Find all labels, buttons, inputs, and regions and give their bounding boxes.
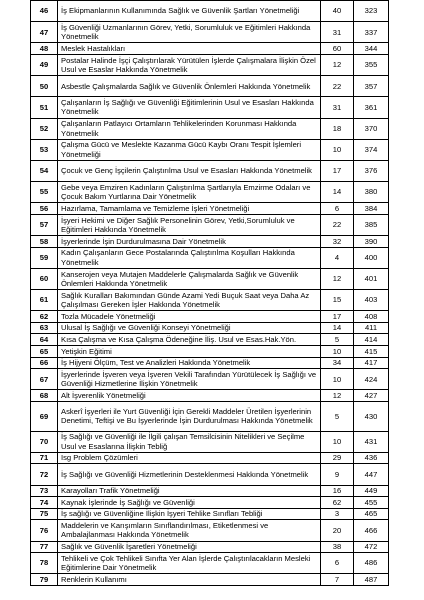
page-number: 401 — [354, 268, 389, 289]
regulation-title: İş Ekipmanlarının Kullanımında Sağlık ve Güvenlik Şartları Yönetmeliği — [58, 1, 321, 22]
regulation-title: Isg Problem Çözümleri — [58, 452, 321, 464]
table-row — [31, 54, 389, 75]
regulation-title: Çalışanların Patlayıcı Ortamların Tehlikelerinden Korunması Hakkında Yönetmelik — [58, 118, 321, 139]
page-number: 436 — [354, 452, 389, 464]
page-number: 400 — [354, 247, 389, 268]
regulation-title: Çalışanların İş Sağlığı ve Güvenliği Eğitimlerinin Usul ve Esasları Hakkında Yönetmelik — [58, 97, 321, 118]
article-count: 9 — [321, 464, 354, 485]
article-count: 5 — [321, 401, 354, 431]
article-count: 17 — [321, 311, 354, 323]
table-row — [31, 118, 389, 139]
table-row — [31, 322, 389, 334]
regulation-title: Sağlık ve Güvenlik İşaretleri Yönetmeliği — [58, 541, 321, 553]
row-number: 54 — [31, 160, 58, 181]
row-number: 52 — [31, 118, 58, 139]
page-number: 449 — [354, 485, 389, 497]
regulation-title: Karayolları Trafik Yönetmeliği — [58, 485, 321, 497]
regulation-title: Asbestle Çalışmalarda Sağlık ve Güvenlik Önlemleri Hakkında Yönetmelik — [58, 76, 321, 97]
article-count: 20 — [321, 520, 354, 541]
page-number: 455 — [354, 497, 389, 509]
row-number: 62 — [31, 311, 58, 323]
page-number: 390 — [354, 236, 389, 248]
article-count: 32 — [321, 236, 354, 248]
page-number: 384 — [354, 203, 389, 215]
regulation-title: Kanserojen veya Mutajen Maddelerle Çalışmalarda Sağlık ve Güvenlik Önlemleri Hakkında Yönetmelik — [58, 268, 321, 289]
row-number: 68 — [31, 390, 58, 402]
article-count: 15 — [321, 290, 354, 311]
row-number: 49 — [31, 54, 58, 75]
table-row — [31, 553, 389, 574]
row-number: 74 — [31, 497, 58, 509]
regulation-title: Çalışma Gücü ve Meslekte Kazanma Gücü Kaybı Oranı Tespit İşlemleri Yönetmeliği — [58, 139, 321, 160]
article-count: 6 — [321, 553, 354, 574]
row-number: 46 — [31, 1, 58, 22]
article-count: 12 — [321, 390, 354, 402]
table-row — [31, 541, 389, 553]
table-row — [31, 452, 389, 464]
table-row — [31, 214, 389, 235]
page-number: 376 — [354, 160, 389, 181]
row-number: 78 — [31, 553, 58, 574]
article-count: 6 — [321, 203, 354, 215]
article-count: 10 — [321, 139, 354, 160]
table-row — [31, 76, 389, 97]
row-number: 50 — [31, 76, 58, 97]
table-row — [31, 290, 389, 311]
table-row — [31, 431, 389, 452]
row-number: 58 — [31, 236, 58, 248]
regulation-title: Maddelerin ve Karışımların Sınıflandırılması, Etiketlenmesi ve Ambalajlanması Hakkında Yönetmelik — [58, 520, 321, 541]
page-number: 323 — [354, 1, 389, 22]
article-count: 14 — [321, 322, 354, 334]
page-number: 430 — [354, 401, 389, 431]
row-number: 53 — [31, 139, 58, 160]
row-number: 77 — [31, 541, 58, 553]
table-row — [31, 401, 389, 431]
page-number: 411 — [354, 322, 389, 334]
regulation-title: İşyerlerinde İşveren veya İşveren Vekili Tarafından Yürütülecek İş Sağlığı ve Güvenliği Hizmetlerine İlişkin Yönetmelik — [58, 369, 321, 390]
article-count: 12 — [321, 268, 354, 289]
article-count: 38 — [321, 541, 354, 553]
regulation-title: İş Sağlığı ve Güvenliği Hizmetlerinin Desteklenmesi Hakkında Yönetmelik — [58, 464, 321, 485]
page-number: 337 — [354, 22, 389, 43]
row-number: 64 — [31, 334, 58, 346]
row-number: 51 — [31, 97, 58, 118]
regulation-title: Renklerin Kullanımı — [58, 574, 321, 586]
article-count: 18 — [321, 118, 354, 139]
table-row — [31, 43, 389, 55]
article-count: 22 — [321, 76, 354, 97]
article-count: 29 — [321, 452, 354, 464]
article-count: 14 — [321, 182, 354, 203]
table-row — [31, 497, 389, 509]
row-number: 67 — [31, 369, 58, 390]
page-number: 487 — [354, 574, 389, 586]
row-number: 76 — [31, 520, 58, 541]
page-number: 415 — [354, 346, 389, 358]
page-number: 357 — [354, 76, 389, 97]
regulation-title: İşyeri Hekimi ve Diğer Sağlık Personelinin Görev, Yetki,Sorumluluk ve Eğitimleri Hakkında Yönetmelik — [58, 214, 321, 235]
row-number: 69 — [31, 401, 58, 431]
regulation-title: Ulusal İş Sağlığı ve Güvenliği Konseyi Yönetmeliği — [58, 322, 321, 334]
regulation-title: Alt İşverenlik Yönetmeliği — [58, 390, 321, 402]
table-row — [31, 1, 389, 22]
table-row — [31, 22, 389, 43]
regulation-title: Çocuk ve Genç İşçilerin Çalıştırılma Usul ve Esasları Hakkında Yönetmelik — [58, 160, 321, 181]
row-number: 65 — [31, 346, 58, 358]
page-number: 465 — [354, 508, 389, 520]
article-count: 10 — [321, 431, 354, 452]
table-row — [31, 485, 389, 497]
article-count: 16 — [321, 485, 354, 497]
article-count: 17 — [321, 160, 354, 181]
article-count: 60 — [321, 43, 354, 55]
page-number: 417 — [354, 357, 389, 369]
row-number: 79 — [31, 574, 58, 586]
table-body — [31, 1, 389, 586]
row-number: 61 — [31, 290, 58, 311]
table-row — [31, 247, 389, 268]
row-number: 48 — [31, 43, 58, 55]
table-row — [31, 346, 389, 358]
table-row — [31, 508, 389, 520]
table-row — [31, 357, 389, 369]
table-row — [31, 182, 389, 203]
row-number: 66 — [31, 357, 58, 369]
article-count: 40 — [321, 1, 354, 22]
regulation-title: Askerî İşyerleri ile Yurt Güvenliği İçin Gerekli Maddeler Üretilen İşyerlerinin Denetimi, Teftişi ve Bu İşyerlerinde İşin Durdurulması Hakkında Yönetmelik — [58, 401, 321, 431]
page-number: 486 — [354, 553, 389, 574]
table-row — [31, 369, 389, 390]
regulation-title: İşyerlerinde İşin Durdurulmasına Dair Yönetmelik — [58, 236, 321, 248]
row-number: 70 — [31, 431, 58, 452]
regulation-title: İş sağlığı ve Güvenliğine İlişkin İşyeri Tehlike Sınıfları Tebliği — [58, 508, 321, 520]
article-count: 3 — [321, 508, 354, 520]
page-number: 385 — [354, 214, 389, 235]
row-number: 56 — [31, 203, 58, 215]
table-row — [31, 268, 389, 289]
regulation-title: İş Sağlığı ve Güvenliği ile İlgili çalışan Temsilcisinin Nitelikleri ve Seçilme Usul ve Esaslarına İlişkin Tebliğ — [58, 431, 321, 452]
table-row — [31, 574, 389, 586]
regulations-index-table — [30, 0, 389, 586]
row-number: 75 — [31, 508, 58, 520]
regulation-title: Kadın Çalışanların Gece Postalarında Çalıştırılma Koşulları Hakkında Yönetmelik — [58, 247, 321, 268]
table-row — [31, 311, 389, 323]
page-number: 344 — [354, 43, 389, 55]
page-number: 424 — [354, 369, 389, 390]
row-number: 63 — [31, 322, 58, 334]
table-row — [31, 520, 389, 541]
regulation-title: Hazırlama, Tamamlama ve Temizleme İşleri Yönetmeliği — [58, 203, 321, 215]
regulation-title: Postalar Halinde İşçi Çalıştırılarak Yürütülen İşlerde Çalışmalara İlişkin Özel Usul ve Esaslar Hakkında Yönetmelik — [58, 54, 321, 75]
article-count: 10 — [321, 369, 354, 390]
row-number: 72 — [31, 464, 58, 485]
page-number: 403 — [354, 290, 389, 311]
regulation-title: Kısa Çalışma ve Kısa Çalışma Ödeneğine İliş. Usul ve Esas.Hak.Yön. — [58, 334, 321, 346]
regulation-title: Gebe veya Emziren Kadınların Çalıştırılma Şartlarıyla Emzirme Odaları ve Çocuk Bakım Yurtlarına Dair Yönetmelik — [58, 182, 321, 203]
page-number: 427 — [354, 390, 389, 402]
article-count: 31 — [321, 22, 354, 43]
row-number: 47 — [31, 22, 58, 43]
regulation-title: Yetişkin Eğitimi — [58, 346, 321, 358]
page-number: 380 — [354, 182, 389, 203]
table-row — [31, 390, 389, 402]
regulation-title: Tozla Mücadele Yönetmeliği — [58, 311, 321, 323]
regulation-title: İş Hijyeni Ölçüm, Test ve Analizleri Hakkında Yönetmelik — [58, 357, 321, 369]
article-count: 34 — [321, 357, 354, 369]
row-number: 55 — [31, 182, 58, 203]
page-number: 431 — [354, 431, 389, 452]
article-count: 4 — [321, 247, 354, 268]
regulation-title: Tehlikeli ve Çok Tehlikeli Sınıfta Yer Alan İşlerde Çalıştırılacakların Mesleki Eğitimlerine Dair Yönetmelik — [58, 553, 321, 574]
article-count: 31 — [321, 97, 354, 118]
page-number: 370 — [354, 118, 389, 139]
page-number: 361 — [354, 97, 389, 118]
article-count: 10 — [321, 346, 354, 358]
table-row — [31, 236, 389, 248]
article-count: 7 — [321, 574, 354, 586]
page-number: 408 — [354, 311, 389, 323]
row-number: 73 — [31, 485, 58, 497]
row-number: 60 — [31, 268, 58, 289]
row-number: 59 — [31, 247, 58, 268]
table-row — [31, 160, 389, 181]
article-count: 22 — [321, 214, 354, 235]
page-number: 414 — [354, 334, 389, 346]
table-row — [31, 139, 389, 160]
table-row — [31, 464, 389, 485]
row-number: 57 — [31, 214, 58, 235]
page-number: 472 — [354, 541, 389, 553]
page-number: 374 — [354, 139, 389, 160]
regulation-title: İş Güvenliği Uzmanlarının Görev, Yetki, Sorumluluk ve Eğitimleri Hakkında Yönetmelik — [58, 22, 321, 43]
article-count: 12 — [321, 54, 354, 75]
regulation-title: Meslek Hastalıkları — [58, 43, 321, 55]
row-number: 71 — [31, 452, 58, 464]
page-number: 447 — [354, 464, 389, 485]
regulation-title: Kaynak İşlerinde İş Sağlığı ve Güvenliği — [58, 497, 321, 509]
table-row — [31, 334, 389, 346]
page-number: 355 — [354, 54, 389, 75]
table-row — [31, 97, 389, 118]
article-count: 5 — [321, 334, 354, 346]
regulation-title: Sağlık Kuralları Bakımından Günde Azami Yedi Buçuk Saat veya Daha Az Çalışılması Gereken İşler Hakkında Yönetmelik — [58, 290, 321, 311]
page-number: 466 — [354, 520, 389, 541]
article-count: 62 — [321, 497, 354, 509]
table-row — [31, 203, 389, 215]
